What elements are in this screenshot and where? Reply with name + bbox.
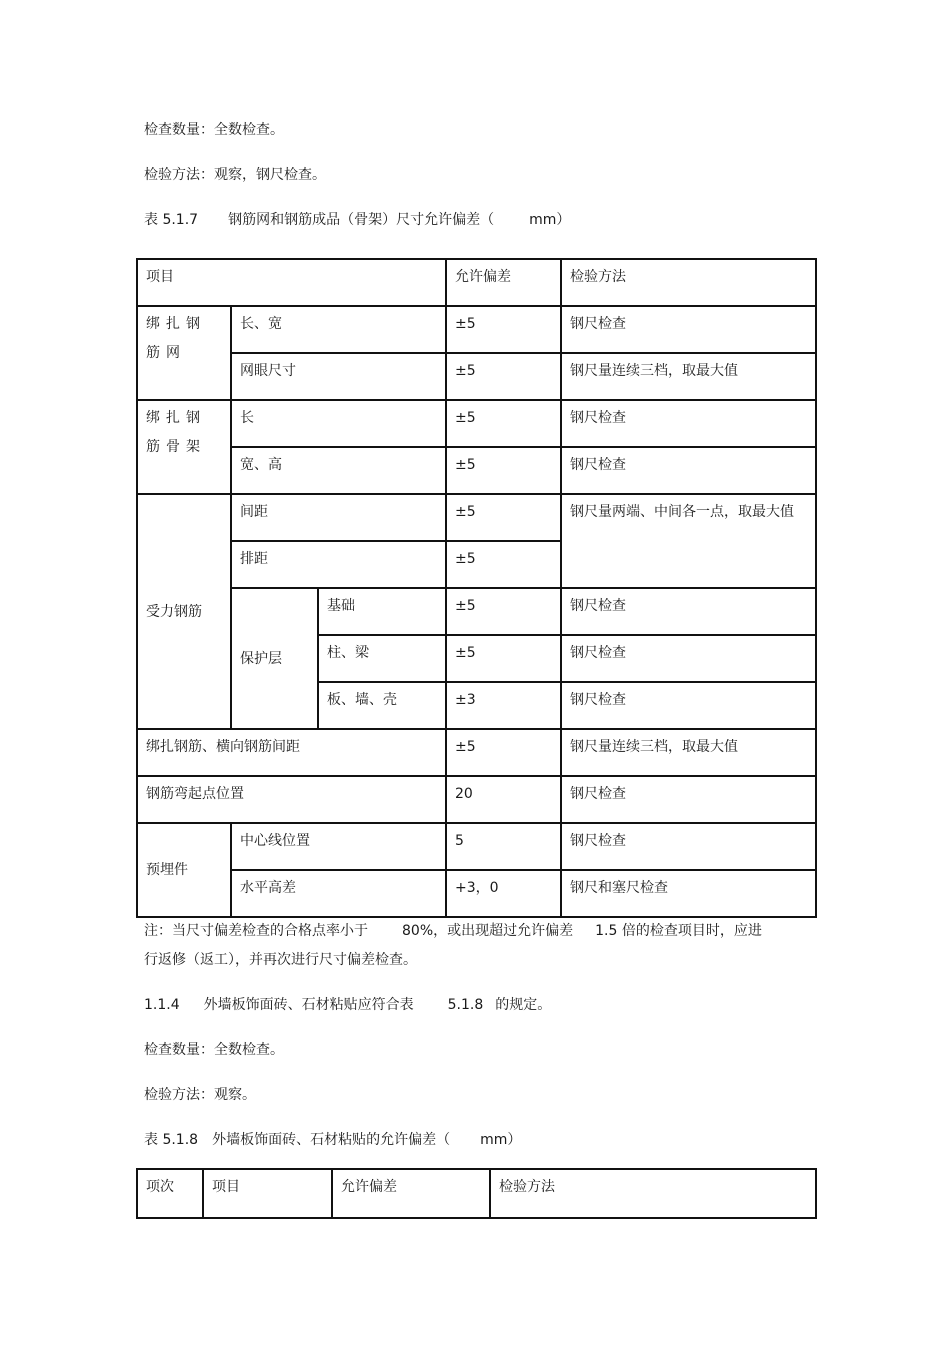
subgroup-label-cover: 保护层	[231, 588, 318, 729]
row-method: 钢尺检查	[561, 776, 816, 823]
note-part-c: 1.5 倍的检查项目时，应进	[595, 923, 762, 939]
row-tolerance: ±5	[446, 306, 561, 353]
row-method: 钢尺检查	[561, 823, 816, 870]
table-row	[137, 823, 816, 870]
paragraph-inspection-quantity-2: 检查数量：全数检查。	[144, 1042, 284, 1058]
facing-tile-tolerance-table	[136, 1168, 817, 1219]
caption-title: 外墙板饰面砖、石材粘贴的允许偏差（	[212, 1132, 451, 1148]
row-method: 钢尺检查	[561, 588, 816, 635]
table-note-continued: 行返修（返工），并再次进行尺寸偏差检查。	[144, 952, 417, 968]
row-tolerance: ±5	[446, 588, 561, 635]
row-method: 钢尺检查	[561, 400, 816, 447]
row-method: 钢尺量两端、中间各一点，取最大值	[561, 494, 816, 588]
header-method: 检验方法	[561, 259, 816, 306]
header-number: 项次	[137, 1169, 203, 1218]
header-tolerance: 允许偏差	[332, 1169, 490, 1218]
row-method: 钢尺量连续三档，取最大值	[561, 729, 816, 776]
row-tolerance: +3，0	[446, 870, 561, 917]
section-text: 外墙板饰面砖、石材粘贴应符合表	[203, 997, 414, 1013]
row-item: 中心线位置	[231, 823, 446, 870]
row-tolerance: ±5	[446, 729, 561, 776]
caption-number: 表 5.1.7	[144, 212, 199, 228]
row-method: 钢尺检查	[561, 306, 816, 353]
header-item: 项目	[137, 259, 446, 306]
table-row	[137, 494, 816, 541]
table-row	[137, 588, 816, 635]
row-item: 长	[231, 400, 446, 447]
row-item: 钢筋弯起点位置	[137, 776, 446, 823]
table-header-row	[137, 1169, 816, 1218]
section-table-ref: 5.1.8	[447, 997, 484, 1013]
group-label-skeleton: 绑扎钢筋骨架	[137, 400, 231, 494]
paragraph-inspection-method-2: 检验方法：观察。	[144, 1087, 256, 1103]
row-tolerance: 5	[446, 823, 561, 870]
table-row	[137, 776, 816, 823]
row-tolerance: ±3	[446, 682, 561, 729]
row-item: 水平高差	[231, 870, 446, 917]
row-tolerance: ±5	[446, 447, 561, 494]
table-row	[137, 400, 816, 447]
header-method: 检验方法	[490, 1169, 816, 1218]
row-item: 柱、梁	[318, 635, 446, 682]
header-tolerance: 允许偏差	[446, 259, 561, 306]
table-row	[137, 447, 816, 494]
caption-unit: mm）	[480, 1132, 522, 1148]
group-label-main-rebar: 受力钢筋	[137, 494, 231, 729]
header-item: 项目	[203, 1169, 332, 1218]
table-row	[137, 729, 816, 776]
row-tolerance: ±5	[446, 635, 561, 682]
row-method: 钢尺检查	[561, 635, 816, 682]
row-item: 间距	[231, 494, 446, 541]
caption-unit: mm）	[529, 212, 571, 228]
row-item: 排距	[231, 541, 446, 588]
group-label-mesh: 绑扎钢筋网	[137, 306, 231, 400]
table-caption-5-1-7	[144, 211, 570, 229]
row-item: 长、宽	[231, 306, 446, 353]
caption-title: 钢筋网和钢筋成品（骨架）尺寸允许偏差（	[228, 212, 495, 228]
note-part-a: 注：当尺寸偏差检查的合格点率小于	[144, 923, 368, 939]
table-caption-5-1-8	[144, 1131, 521, 1149]
row-tolerance: ±5	[446, 541, 561, 588]
row-item: 网眼尺寸	[231, 353, 446, 400]
row-item: 板、墙、壳	[318, 682, 446, 729]
table-row	[137, 306, 816, 353]
section-1-1-4	[144, 996, 551, 1014]
note-part-b: 80%，或出现超过允许偏差	[402, 923, 574, 939]
section-text-end: 的规定。	[495, 997, 552, 1013]
row-item: 宽、高	[231, 447, 446, 494]
table-row	[137, 353, 816, 400]
table-row	[137, 870, 816, 917]
row-method: 钢尺检查	[561, 447, 816, 494]
section-number: 1.1.4	[144, 997, 180, 1013]
paragraph-inspection-quantity: 检查数量：全数检查。	[144, 122, 284, 138]
row-method: 钢尺量连续三档，取最大值	[561, 353, 816, 400]
rebar-tolerance-table	[136, 258, 817, 918]
row-method: 钢尺和塞尺检查	[561, 870, 816, 917]
row-tolerance: ±5	[446, 494, 561, 541]
table-note	[144, 922, 762, 940]
row-item: 基础	[318, 588, 446, 635]
caption-number: 表 5.1.8	[144, 1132, 199, 1148]
row-tolerance: ±5	[446, 353, 561, 400]
row-item: 绑扎钢筋、横向钢筋间距	[137, 729, 446, 776]
row-method: 钢尺检查	[561, 682, 816, 729]
paragraph-inspection-method: 检验方法：观察，钢尺检查。	[144, 167, 326, 183]
row-tolerance: ±5	[446, 400, 561, 447]
row-tolerance: 20	[446, 776, 561, 823]
table-header-row	[137, 259, 816, 306]
group-label-embedded: 预埋件	[137, 823, 231, 917]
